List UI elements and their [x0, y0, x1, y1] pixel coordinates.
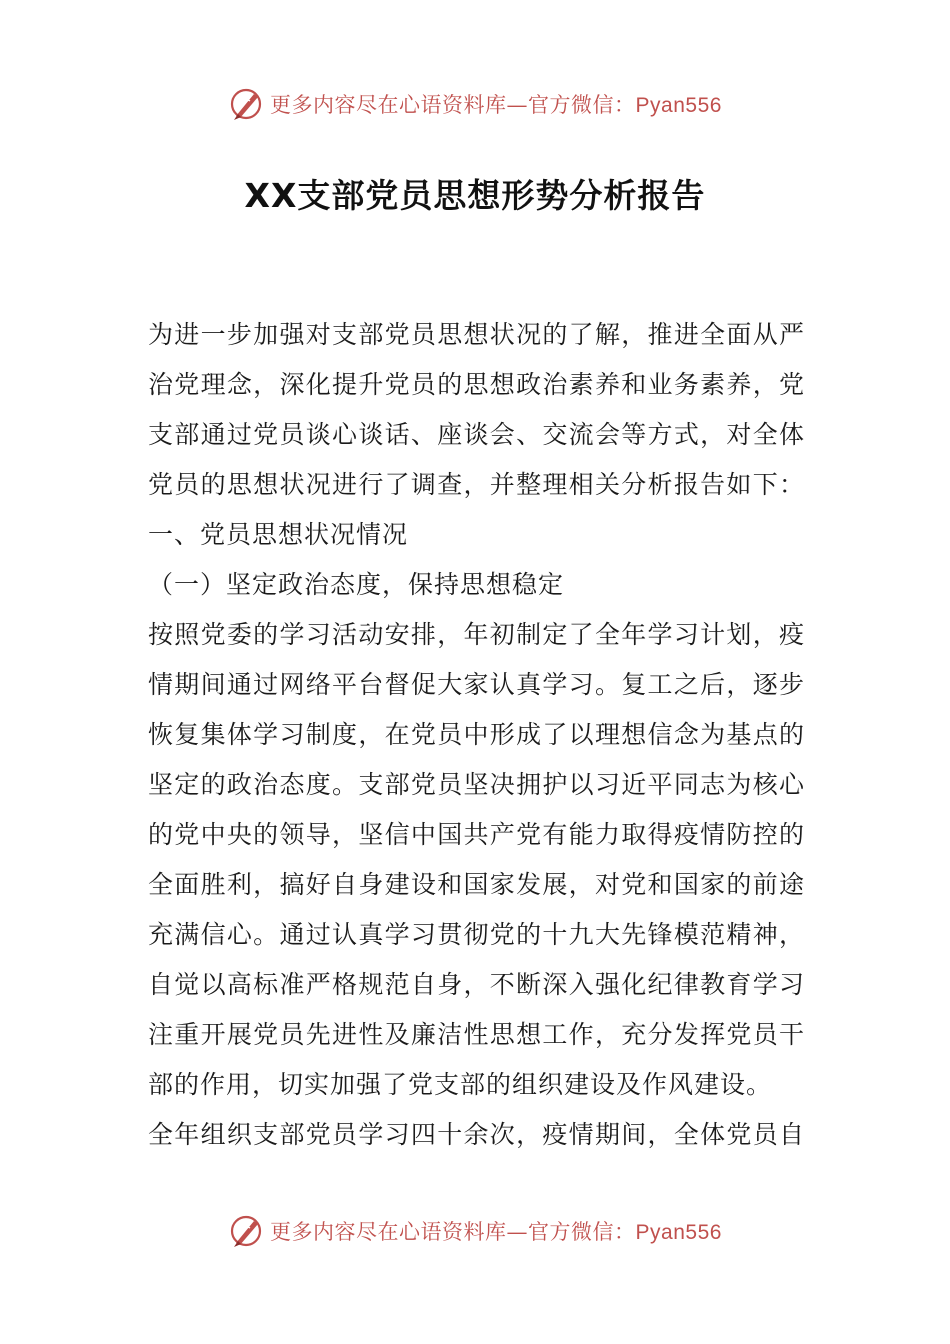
- paragraph-line: 的党中央的领导，坚信中国共产党有能力取得疫情防控的: [148, 820, 804, 849]
- paragraph-line: 全年组织支部党员学习四十余次，疫情期间，全体党员自: [148, 1120, 804, 1149]
- header-banner-text: 更多内容尽在心语资料库—官方微信：Pyan556: [270, 93, 722, 117]
- paragraph-line: 情期间通过网络平台督促大家认真学习。复工之后，逐步: [148, 670, 804, 699]
- paragraph-line: 部的作用，切实加强了党支部的组织建设及作风建设。: [148, 1070, 773, 1099]
- paragraph-line: 充满信心。通过认真学习贯彻党的十九大先锋模范精神，: [148, 920, 804, 949]
- paragraph-line: 注重开展党员先进性及廉洁性思想工作，充分发挥党员干: [148, 1020, 804, 1049]
- subsection-heading: （一）坚定政治态度，保持思想稳定: [148, 570, 565, 599]
- pen-circle-logo-icon: [228, 1213, 264, 1249]
- paragraph-line: 为进一步加强对支部党员思想状况的了解，推进全面从严: [148, 320, 804, 349]
- paragraph-line: 治党理念，深化提升党员的思想政治素养和业务素养，党: [148, 370, 804, 399]
- footer-banner: [0, 1211, 950, 1251]
- paragraph-line: 支部通过党员谈心谈话、座谈会、交流会等方式，对全体: [148, 420, 804, 449]
- document-body: [148, 310, 804, 1160]
- pen-circle-logo-icon: [228, 86, 264, 122]
- header-banner: [0, 84, 950, 124]
- paragraph-line: 恢复集体学习制度，在党员中形成了以理想信念为基点的: [148, 720, 804, 749]
- paragraph-line: 按照党委的学习活动安排，年初制定了全年学习计划，疫: [148, 620, 804, 649]
- paragraph-line: 党员的思想状况进行了调查，并整理相关分析报告如下：: [148, 470, 804, 499]
- footer-wechat-id: Pyan556: [635, 1221, 722, 1244]
- paragraph-line: 全面胜利，搞好自身建设和国家发展，对党和国家的前途: [148, 870, 804, 899]
- header-wechat-id: Pyan556: [635, 94, 722, 117]
- footer-banner-text: 更多内容尽在心语资料库—官方微信：Pyan556: [270, 1220, 722, 1244]
- paragraph-line: 自觉以高标准严格规范自身，不断深入强化纪律教育学习: [148, 970, 804, 999]
- section-heading: 一、党员思想状况情况: [148, 520, 409, 549]
- paragraph-line: 坚定的政治态度。支部党员坚决拥护以习近平同志为核心: [148, 770, 804, 799]
- document-title: XX支部党员思想形势分析报告: [244, 176, 706, 215]
